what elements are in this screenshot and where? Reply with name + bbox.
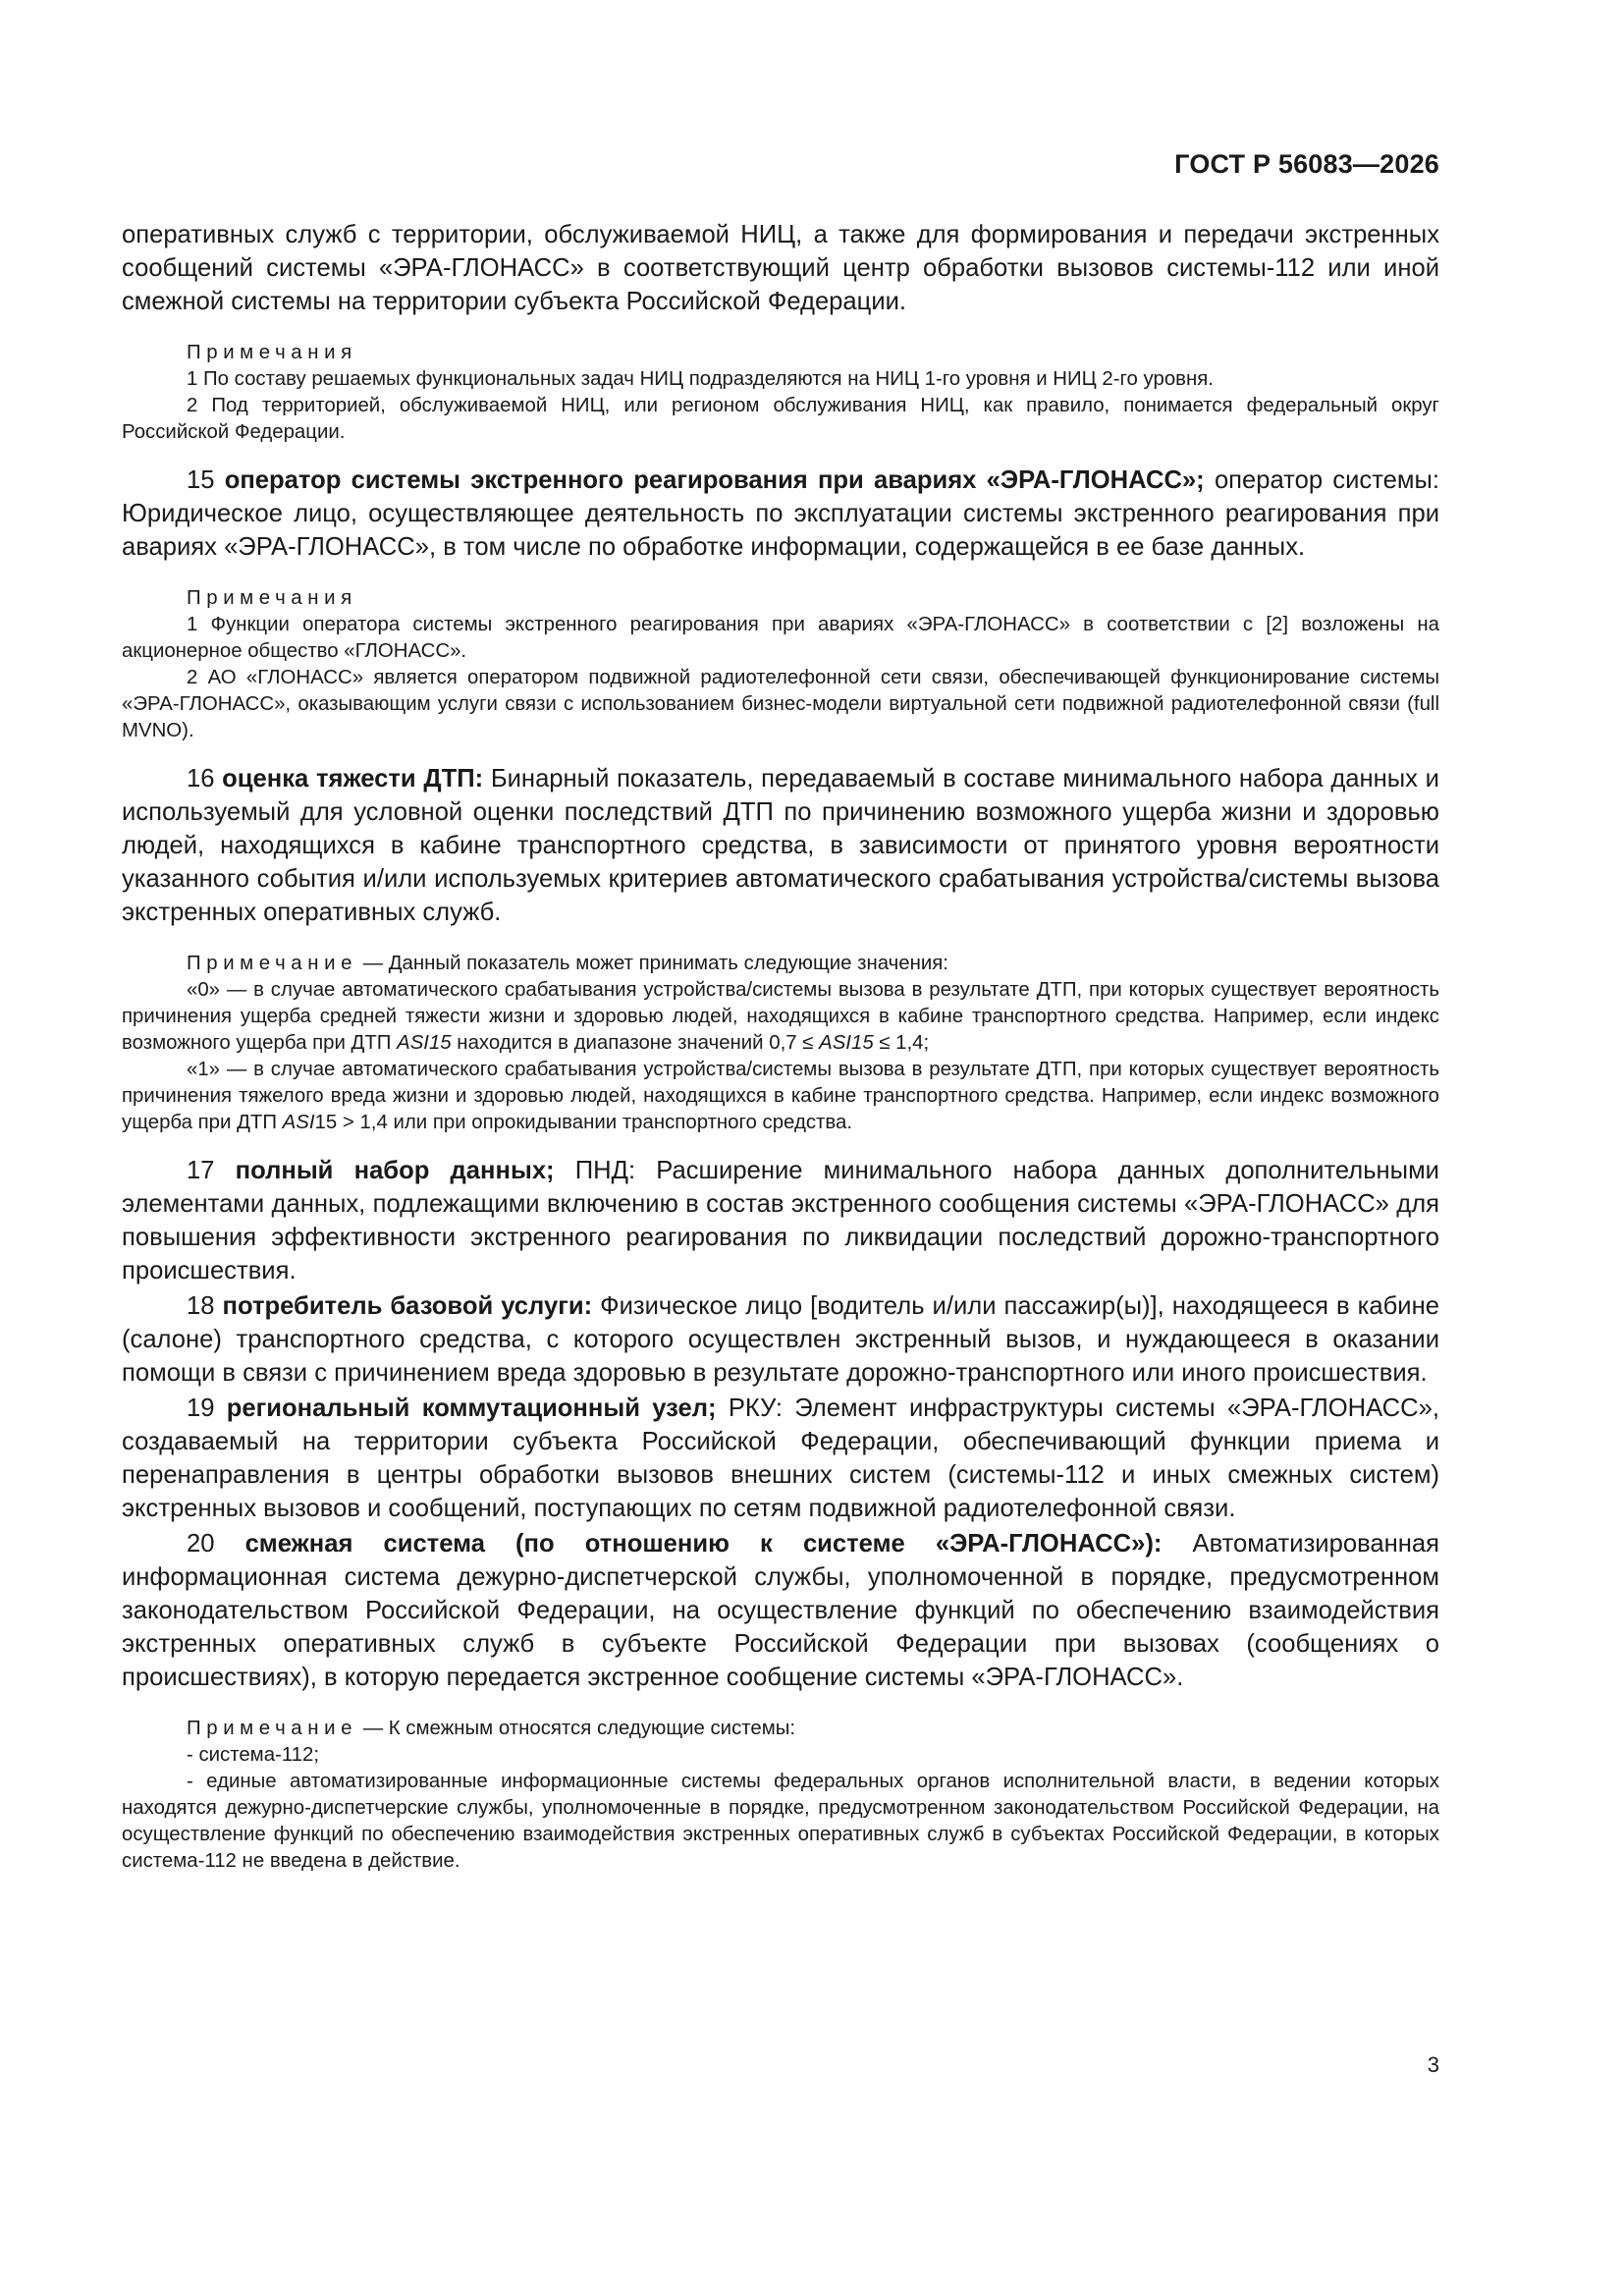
note-lead-text: — К смежным относятся следующие системы: bbox=[357, 1718, 796, 1739]
term-title: потребитель базовой услуги: bbox=[222, 1292, 593, 1320]
term-title: полный набор данных; bbox=[235, 1157, 555, 1184]
term-definition: Физическое лицо [водитель и/или пассажир(ы)], находящееся в кабине (салоне) транспортного средства, с которого осуществлен экстренный вызов, и нуждающееся в оказании помощи в связи с причинением вреда здоровью в результате дорожно-транспортного или иного происшествия. bbox=[122, 1292, 1439, 1387]
note-term-20 bbox=[122, 1716, 1439, 1875]
note-item: 1 По составу решаемых функциональных задач НИЦ подразделяются на НИЦ 1-го уровня и НИЦ 2-го уровня. bbox=[187, 368, 1214, 390]
term-entry-16 bbox=[122, 762, 1439, 929]
term-title: смежная система (по отношению к системе «ЭРА-ГЛОНАСС»): bbox=[244, 1530, 1163, 1558]
term-definition: оператор системы: Юридическое лицо, осуществляющее деятельность по эксплуатации системы экстренного реагирования при авариях «ЭРА-ГЛОНАСС», в том числе по обработке информации, содержащейся в ее базе данных. bbox=[122, 466, 1439, 561]
term-title: региональный коммутационный узел; bbox=[226, 1394, 717, 1422]
term-number: 19 bbox=[187, 1394, 215, 1422]
notes-term-14 bbox=[122, 340, 1439, 446]
term-entry-17 bbox=[122, 1154, 1439, 1287]
note-item-1: «1» — в случае автоматического срабатывания устройства/системы вызова в результате ДТП, при которых существует вероятность причинения тяжелого вреда жизни и здоровью людей, находящихся в кабине транспортного средства. Например, если индекс возможного ущерба при ДТП ASI15 > 1,4 или при опрокидывании транспортного средства. bbox=[122, 1059, 1439, 1133]
note-heading: Примечание bbox=[187, 953, 358, 974]
term-number: 16 bbox=[187, 765, 215, 793]
term-entry-18 bbox=[122, 1289, 1439, 1390]
note-lead bbox=[122, 951, 1439, 977]
term-number: 15 bbox=[187, 466, 215, 494]
note-term-16 bbox=[122, 951, 1439, 1136]
term-definition: Автоматизированная информационная система дежурно-диспетчерской службы, уполномоченной в порядке, предусмотренном законодательством Российской Федерации, на осуществление функций по обеспечению взаимодействия экстренных оперативных служб в субъекте Российской Федерации при вызовах (сообщениях о происшествиях), в которую передается экстренное сообщение системы «ЭРА-ГЛОНАСС». bbox=[122, 1530, 1439, 1691]
document-body bbox=[122, 218, 1439, 1892]
term-entry-19 bbox=[122, 1392, 1439, 1525]
note-item: - единые автоматизированные информационные системы федеральных органов исполнительной власти, в ведении которых находятся дежурно-диспетчерские службы, уполномоченные в порядке, предусмотренном законодательством Российской Федерации, на осуществление функций по обеспечению взаимодействия экстренных оперативных служб в субъектах Российской Федерации, в которых система-112 не введена в действие. bbox=[122, 1771, 1439, 1872]
term-entry-20 bbox=[122, 1527, 1439, 1694]
notes-heading: Примечания bbox=[187, 587, 357, 609]
note-item-0: «0» — в случае автоматического срабатывания устройства/системы вызова в результате ДТП, при которых существует вероятность причинения ущерба средней тяжести жизни и здоровью людей, находящихся в кабине транспортного средства. Например, если индекс возможного ущерба при ДТП ASI15 находится в диапазоне значений 0,7 ≤ ASI15 ≤ 1,4; bbox=[122, 979, 1439, 1054]
note-heading: Примечание bbox=[187, 1718, 358, 1739]
term-number: 17 bbox=[187, 1157, 215, 1184]
term-entry-15 bbox=[122, 464, 1439, 564]
term-definition: РКУ: Элемент инфраструктуры системы «ЭРА-ГЛОНАСС», создаваемый на территории субъекта Российской Федерации, обеспечивающий функции приема и перенаправления в центры обработки вызовов внешних систем (системы-112 и иных смежных систем) экстренных вызовов и сообщений, поступающих по сетям подвижной радиотелефонной связи. bbox=[122, 1394, 1439, 1522]
term-title: оценка тяжести ДТП: bbox=[222, 765, 484, 793]
term-number: 20 bbox=[187, 1530, 215, 1558]
term-title: оператор системы экстренного реагирования при авариях «ЭРА-ГЛОНАСС»; bbox=[224, 466, 1205, 494]
note-item: 2 Под территорией, обслуживаемой НИЦ, или регионом обслуживания НИЦ, как правило, понимается федеральный округ Российской Федерации. bbox=[122, 395, 1439, 443]
note-item: - система-112; bbox=[187, 1744, 320, 1766]
intro-paragraph: оперативных служб с территории, обслуживаемой НИЦ, а также для формирования и передачи экстренных сообщений системы «ЭРА-ГЛОНАСС» в соответствующий центр обработки вызовов системы-112 или иной смежной системы на территории субъекта Российской Федерации. bbox=[122, 221, 1439, 315]
notes-heading: Примечания bbox=[187, 342, 357, 363]
document-code: ГОСТ Р 56083—2026 bbox=[1174, 149, 1439, 179]
note-lead-text: — Данный показатель может принимать следующие значения: bbox=[357, 953, 948, 974]
page-number: 3 bbox=[1427, 2052, 1439, 2077]
note-lead bbox=[122, 1716, 1439, 1742]
note-item: 2 АО «ГЛОНАСС» является оператором подвижной радиотелефонной сети связи, обеспечивающей функционирование системы «ЭРА-ГЛОНАСС», оказывающим услуги связи с использованием бизнес-модели виртуальной сети подвижной радиотелефонной связи (full MVNO). bbox=[122, 667, 1439, 741]
note-item: 1 Функции оператора системы экстренного реагирования при авариях «ЭРА-ГЛОНАСС» в соответствии с [2] возложены на акционерное общество «ГЛОНАСС». bbox=[122, 614, 1439, 662]
term-number: 18 bbox=[187, 1292, 215, 1320]
term-definition: ПНД: Расширение минимального набора данных дополнительными элементами данных, подлежащими включению в состав экстренного сообщения системы «ЭРА-ГЛОНАСС» для повышения эффективности экстренного реагирования по ликвидации последствий дорожно-транспортного происшествия. bbox=[122, 1157, 1439, 1285]
term-definition: Бинарный показатель, передаваемый в составе минимального набора данных и используемый для условной оценки последствий ДТП по причинению возможного ущерба жизни и здоровью людей, находящихся в кабине транспортного средства, в зависимости от принятого уровня вероятности указанного события и/или используемых критериев автоматического срабатывания устройства/системы вызова экстренных оперативных служб. bbox=[122, 765, 1439, 926]
notes-term-15 bbox=[122, 585, 1439, 744]
